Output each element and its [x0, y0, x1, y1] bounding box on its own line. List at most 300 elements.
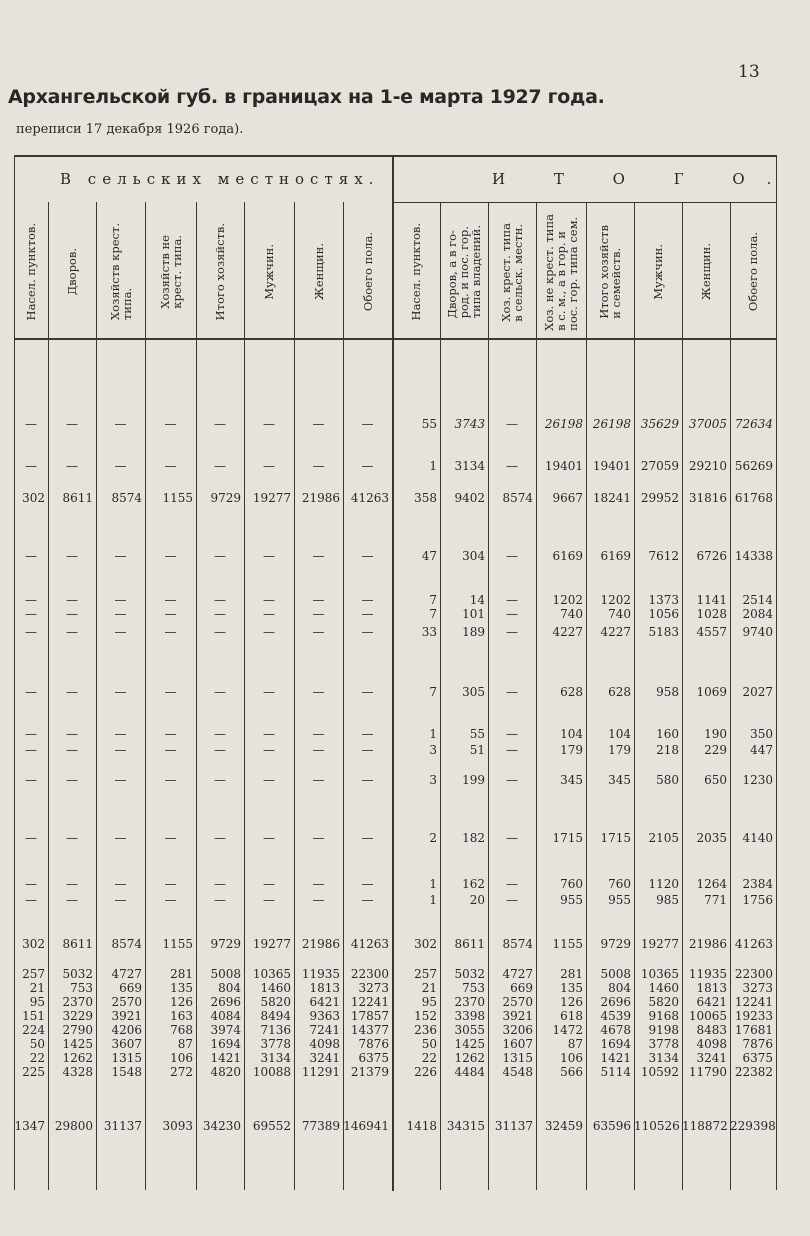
- table-cell: —: [66, 831, 78, 845]
- table-cell: 1607: [502, 1037, 533, 1051]
- table-cell: —: [25, 607, 37, 621]
- column-header: [48, 206, 96, 338]
- column-header: [294, 206, 343, 338]
- table-cell: —: [361, 893, 374, 907]
- table-cell: —: [66, 893, 78, 907]
- table-cell: 179: [608, 743, 631, 757]
- table-cell: 5820: [648, 995, 679, 1009]
- table-cell: 77389: [301, 1119, 340, 1133]
- table-cell: 1202: [552, 593, 583, 607]
- table-cell: 4328: [62, 1065, 93, 1079]
- table-cell: —: [66, 625, 78, 639]
- table-cell: 2105: [648, 831, 679, 845]
- table-cell: 55: [469, 727, 485, 741]
- table-cell: 8574: [502, 937, 533, 951]
- table-cell: —: [361, 773, 374, 787]
- column-header-label: Дворов.: [65, 248, 79, 296]
- table-cell: —: [164, 877, 177, 891]
- page-title: Архангельской губ. в границах на 1-е марта 1927 года.: [8, 86, 605, 108]
- table-cell: —: [114, 607, 127, 621]
- table-cell: 95: [29, 995, 45, 1009]
- table-cell: 21986: [301, 937, 340, 951]
- table-cell: —: [506, 773, 518, 787]
- table-cell: —: [66, 417, 78, 431]
- table-cell: 35629: [640, 417, 679, 431]
- table-cell: 31137: [103, 1119, 142, 1133]
- table-cell: —: [164, 459, 177, 473]
- table-cell: 760: [560, 877, 583, 891]
- table-cell: —: [361, 727, 374, 741]
- table-cell: —: [263, 607, 275, 621]
- table-cell: 8574: [111, 937, 142, 951]
- table-cell: 106: [560, 1051, 583, 1065]
- table-cell: —: [114, 625, 127, 639]
- table-cell: 3921: [111, 1009, 142, 1023]
- table-cell: 1315: [502, 1051, 533, 1065]
- table-cell: 47: [421, 549, 437, 563]
- table-cell: —: [263, 773, 275, 787]
- table-cell: 4227: [600, 625, 631, 639]
- header-bottom-rule: [14, 338, 776, 340]
- table-cell: —: [164, 893, 177, 907]
- table-cell: —: [25, 459, 37, 473]
- table-cell: —: [164, 607, 177, 621]
- table-cell: 4140: [742, 831, 773, 845]
- table-cell: 101: [462, 607, 485, 621]
- table-cell: 21: [29, 981, 45, 995]
- table-cell: —: [114, 549, 127, 563]
- table-cell: —: [361, 593, 374, 607]
- table-cell: —: [361, 607, 374, 621]
- table-cell: —: [506, 625, 518, 639]
- table-cell: 1262: [62, 1051, 93, 1065]
- table-cell: 225: [22, 1065, 45, 1079]
- column-header: [392, 206, 440, 338]
- table-cell: 31137: [494, 1119, 533, 1133]
- table-cell: 21986: [688, 937, 727, 951]
- table-cell: —: [214, 685, 226, 699]
- table-cell: 2570: [111, 995, 142, 1009]
- column-header-label: Хозяйств крест. типа.: [107, 223, 134, 321]
- table-cell: 87: [567, 1037, 583, 1051]
- table-cell: —: [25, 549, 37, 563]
- table-cell: —: [506, 685, 518, 699]
- table-cell: 87: [177, 1037, 193, 1051]
- table-cell: 6726: [696, 549, 727, 563]
- table-cell: —: [361, 417, 374, 431]
- table-cell: 804: [218, 981, 241, 995]
- table-cell: 3134: [260, 1051, 291, 1065]
- table-cell: 771: [704, 893, 727, 907]
- table-cell: 3778: [260, 1037, 291, 1051]
- table-cell: —: [114, 743, 127, 757]
- table-cell: 2035: [696, 831, 727, 845]
- table-cell: —: [263, 549, 275, 563]
- table-cell: —: [25, 893, 37, 907]
- table-cell: —: [506, 877, 518, 891]
- column-header-label: Мужчин.: [262, 244, 276, 300]
- table-cell: 3093: [162, 1119, 193, 1133]
- table-cell: 110526: [634, 1119, 680, 1133]
- table-cell: 4098: [309, 1037, 340, 1051]
- table-cell: 1460: [648, 981, 679, 995]
- table-cell: 1262: [454, 1051, 485, 1065]
- table-cell: 302: [22, 491, 45, 505]
- table-cell: 955: [560, 893, 583, 907]
- table-cell: 3055: [454, 1023, 485, 1037]
- table-cell: 14: [469, 593, 485, 607]
- table-cell: —: [214, 417, 226, 431]
- table-cell: 31816: [688, 491, 727, 505]
- table-cell: 7: [429, 685, 437, 699]
- column-header-label: Итого хозяйств и семейств.: [597, 225, 623, 319]
- table-cell: —: [312, 593, 325, 607]
- table-cell: 740: [560, 607, 583, 621]
- table-cell: —: [25, 625, 37, 639]
- table-cell: —: [506, 459, 518, 473]
- table-cell: —: [66, 549, 78, 563]
- table-cell: 358: [414, 491, 437, 505]
- table-cell: —: [214, 593, 226, 607]
- table-cell: 19277: [640, 937, 679, 951]
- table-cell: 1315: [111, 1051, 142, 1065]
- table-cell: —: [114, 727, 127, 741]
- table-cell: 7241: [309, 1023, 340, 1037]
- table-cell: 1715: [552, 831, 583, 845]
- table-cell: 1347: [14, 1119, 45, 1133]
- table-cell: 2514: [742, 593, 773, 607]
- table-cell: 3: [429, 743, 437, 757]
- table-cell: 1373: [648, 593, 679, 607]
- table-cell: —: [361, 549, 374, 563]
- table-cell: 257: [22, 967, 45, 981]
- table-cell: —: [164, 773, 177, 787]
- table-cell: 447: [750, 743, 773, 757]
- table-cell: 1028: [696, 607, 727, 621]
- table-cell: —: [361, 743, 374, 757]
- table-cell: 26198: [544, 417, 583, 431]
- table-cell: 1155: [552, 937, 583, 951]
- table-cell: 3974: [210, 1023, 241, 1037]
- table-cell: 3241: [309, 1051, 340, 1065]
- table-cell: 1460: [260, 981, 291, 995]
- table-cell: 179: [560, 743, 583, 757]
- column-header: [145, 206, 196, 338]
- table-cell: 6421: [309, 995, 340, 1009]
- table-cell: —: [214, 625, 226, 639]
- table-cell: —: [25, 877, 37, 891]
- table-cell: 3229: [62, 1009, 93, 1023]
- column-header-label: Насел. пунктов.: [409, 223, 423, 321]
- table-cell: 9168: [648, 1009, 679, 1023]
- table-cell: —: [263, 685, 275, 699]
- table-cell: 302: [414, 937, 437, 951]
- table-cell: 669: [510, 981, 533, 995]
- column-header: [14, 206, 48, 338]
- table-cell: —: [114, 831, 127, 845]
- table-cell: 804: [608, 981, 631, 995]
- table-cell: —: [214, 607, 226, 621]
- table-cell: 768: [170, 1023, 193, 1037]
- table-cell: 9402: [454, 491, 485, 505]
- table-cell: 41263: [350, 491, 389, 505]
- table-cell: 19233: [734, 1009, 773, 1023]
- table-cell: 218: [656, 743, 679, 757]
- table-cell: 20: [469, 893, 485, 907]
- table-cell: —: [214, 549, 226, 563]
- table-cell: —: [263, 727, 275, 741]
- column-header-label: Хоз. не крест. типа в с. м., а в гор. и пос. гор. типа сем.: [542, 213, 580, 331]
- table-cell: —: [506, 593, 518, 607]
- table-cell: —: [164, 743, 177, 757]
- table-cell: 7136: [260, 1023, 291, 1037]
- table-cell: 8494: [260, 1009, 291, 1023]
- table-cell: 11291: [301, 1065, 340, 1079]
- table-cell: —: [312, 685, 325, 699]
- table-cell: —: [25, 685, 37, 699]
- table-cell: 27059: [640, 459, 679, 473]
- table-cell: 18241: [592, 491, 631, 505]
- table-cell: 22: [29, 1051, 45, 1065]
- table-cell: 2570: [502, 995, 533, 1009]
- table-cell: 17681: [734, 1023, 773, 1037]
- table-cell: 7876: [742, 1037, 773, 1051]
- table-cell: 1: [429, 727, 437, 741]
- table-cell: 5032: [454, 967, 485, 981]
- table-cell: 19277: [252, 937, 291, 951]
- table-cell: 10365: [252, 967, 291, 981]
- table-cell: 22: [421, 1051, 437, 1065]
- table-cell: —: [312, 417, 325, 431]
- table-cell: 281: [170, 967, 193, 981]
- column-header: [440, 206, 488, 338]
- table-cell: —: [66, 773, 78, 787]
- table-cell: 152: [414, 1009, 437, 1023]
- table-cell: 146941: [343, 1119, 389, 1133]
- table-cell: 2696: [600, 995, 631, 1009]
- table-cell: 135: [170, 981, 193, 995]
- table-cell: 61768: [734, 491, 773, 505]
- table-cell: —: [263, 743, 275, 757]
- table-cell: 224: [22, 1023, 45, 1037]
- table-cell: 3: [429, 773, 437, 787]
- table-cell: 189: [462, 625, 485, 639]
- table-cell: 9363: [309, 1009, 340, 1023]
- table-cell: 126: [560, 995, 583, 1009]
- table-cell: 5032: [62, 967, 93, 981]
- table-cell: 1425: [454, 1037, 485, 1051]
- table-cell: 10088: [252, 1065, 291, 1079]
- table-top-rule: [14, 155, 776, 157]
- table-cell: 955: [608, 893, 631, 907]
- group-header-rural: В сельских местностях.: [60, 170, 380, 188]
- table-cell: 753: [70, 981, 93, 995]
- table-cell: 9667: [552, 491, 583, 505]
- column-header-label: Дворов, а в го- род. и пос. гор. типа владений.: [445, 225, 483, 319]
- table-cell: 10065: [688, 1009, 727, 1023]
- table-cell: 669: [119, 981, 142, 995]
- table-cell: 37005: [688, 417, 727, 431]
- table-cell: —: [214, 727, 226, 741]
- table-cell: —: [361, 459, 374, 473]
- table-cell: 135: [560, 981, 583, 995]
- table-cell: 9740: [742, 625, 773, 639]
- table-cell: 226: [414, 1065, 437, 1079]
- table-cell: —: [506, 417, 518, 431]
- table-cell: —: [263, 459, 275, 473]
- table-cell: —: [312, 459, 325, 473]
- table-cell: —: [25, 417, 37, 431]
- table-cell: 2370: [454, 995, 485, 1009]
- table-cell: 7876: [358, 1037, 389, 1051]
- table-cell: 2084: [742, 607, 773, 621]
- table-cell: 3273: [742, 981, 773, 995]
- table-cell: 4539: [600, 1009, 631, 1023]
- table-cell: 21: [421, 981, 437, 995]
- column-header: [244, 206, 294, 338]
- table-cell: 34315: [446, 1119, 485, 1133]
- table-cell: 9729: [210, 491, 241, 505]
- table-cell: 11935: [301, 967, 340, 981]
- table-cell: —: [25, 727, 37, 741]
- table-cell: 72634: [734, 417, 773, 431]
- table-cell: 8574: [502, 491, 533, 505]
- table-cell: 19401: [592, 459, 631, 473]
- table-cell: 1069: [696, 685, 727, 699]
- table-cell: —: [361, 877, 374, 891]
- table-cell: —: [506, 831, 518, 845]
- table-cell: —: [312, 625, 325, 639]
- table-cell: 5820: [260, 995, 291, 1009]
- column-header-label: Хоз. крест. типа в сельск. местн.: [499, 222, 525, 322]
- table-cell: —: [66, 685, 78, 699]
- table-cell: —: [25, 593, 37, 607]
- table-cell: —: [164, 685, 177, 699]
- table-cell: 55: [421, 417, 437, 431]
- table-cell: —: [114, 417, 127, 431]
- table-cell: —: [164, 727, 177, 741]
- table-cell: 1421: [600, 1051, 631, 1065]
- table-cell: 41263: [734, 937, 773, 951]
- table-cell: 69552: [252, 1119, 291, 1133]
- table-cell: 753: [462, 981, 485, 995]
- table-cell: —: [114, 593, 127, 607]
- table-cell: —: [312, 877, 325, 891]
- table-cell: 163: [170, 1009, 193, 1023]
- table-cell: —: [214, 877, 226, 891]
- table-cell: —: [164, 593, 177, 607]
- table-cell: 9729: [210, 937, 241, 951]
- table-cell: —: [66, 877, 78, 891]
- table-cell: 104: [560, 727, 583, 741]
- table-cell: —: [361, 625, 374, 639]
- table-cell: 5183: [648, 625, 679, 639]
- table-cell: 985: [656, 893, 679, 907]
- table-cell: 740: [608, 607, 631, 621]
- table-cell: 21379: [350, 1065, 389, 1079]
- column-header-label: Обоего пола.: [746, 232, 760, 312]
- table-cell: —: [114, 877, 127, 891]
- table-cell: 63596: [592, 1119, 631, 1133]
- table-cell: —: [263, 831, 275, 845]
- table-cell: 7: [429, 593, 437, 607]
- table-cell: 302: [22, 937, 45, 951]
- table-cell: 95: [421, 995, 437, 1009]
- table-cell: —: [66, 743, 78, 757]
- table-cell: 3134: [648, 1051, 679, 1065]
- column-header: [730, 206, 776, 338]
- table-cell: 229398: [730, 1119, 776, 1133]
- table-cell: 4206: [111, 1023, 142, 1037]
- table-cell: 2: [429, 831, 437, 845]
- table-cell: 1202: [600, 593, 631, 607]
- table-cell: 12241: [734, 995, 773, 1009]
- table-cell: 5008: [210, 967, 241, 981]
- table-cell: —: [506, 727, 518, 741]
- table-cell: 50: [29, 1037, 45, 1051]
- table-cell: —: [312, 773, 325, 787]
- table-cell: 1813: [696, 981, 727, 995]
- table-cell: 50: [421, 1037, 437, 1051]
- column-header-label: Насел. пунктов.: [24, 223, 38, 321]
- table-cell: 22382: [734, 1065, 773, 1079]
- table-cell: 650: [704, 773, 727, 787]
- table-cell: 2384: [742, 877, 773, 891]
- table-cell: 618: [560, 1009, 583, 1023]
- table-cell: 9729: [600, 937, 631, 951]
- table-cell: 4548: [502, 1065, 533, 1079]
- table-cell: —: [214, 893, 226, 907]
- table-cell: 4727: [502, 967, 533, 981]
- table-cell: 11935: [688, 967, 727, 981]
- table-cell: 628: [560, 685, 583, 699]
- column-rule: [776, 155, 777, 1190]
- table-cell: 22300: [734, 967, 773, 981]
- table-cell: 151: [22, 1009, 45, 1023]
- table-cell: —: [66, 727, 78, 741]
- table-cell: 8611: [62, 937, 93, 951]
- table-cell: —: [312, 727, 325, 741]
- table-cell: 33: [421, 625, 437, 639]
- table-cell: 3273: [358, 981, 389, 995]
- table-cell: 1120: [648, 877, 679, 891]
- table-cell: 29952: [640, 491, 679, 505]
- column-header-label: Хозяйств не крест. типа.: [157, 235, 184, 309]
- table-cell: 3921: [502, 1009, 533, 1023]
- table-cell: 1056: [648, 607, 679, 621]
- table-cell: —: [506, 743, 518, 757]
- table-cell: 190: [704, 727, 727, 741]
- table-cell: 229: [704, 743, 727, 757]
- table-cell: 162: [462, 877, 485, 891]
- column-header-label: Обоего пола.: [360, 232, 375, 312]
- table-cell: 1: [429, 459, 437, 473]
- table-cell: —: [214, 773, 226, 787]
- table-cell: 8574: [111, 491, 142, 505]
- table-cell: —: [506, 893, 518, 907]
- table-cell: 1694: [210, 1037, 241, 1051]
- table-cell: —: [312, 831, 325, 845]
- column-header: [488, 206, 536, 338]
- table-cell: 628: [608, 685, 631, 699]
- table-cell: 32459: [544, 1119, 583, 1133]
- table-cell: 4227: [552, 625, 583, 639]
- table-cell: 199: [462, 773, 485, 787]
- table-cell: 29210: [688, 459, 727, 473]
- table-cell: 126: [170, 995, 193, 1009]
- table-cell: 2370: [62, 995, 93, 1009]
- table-cell: —: [25, 831, 37, 845]
